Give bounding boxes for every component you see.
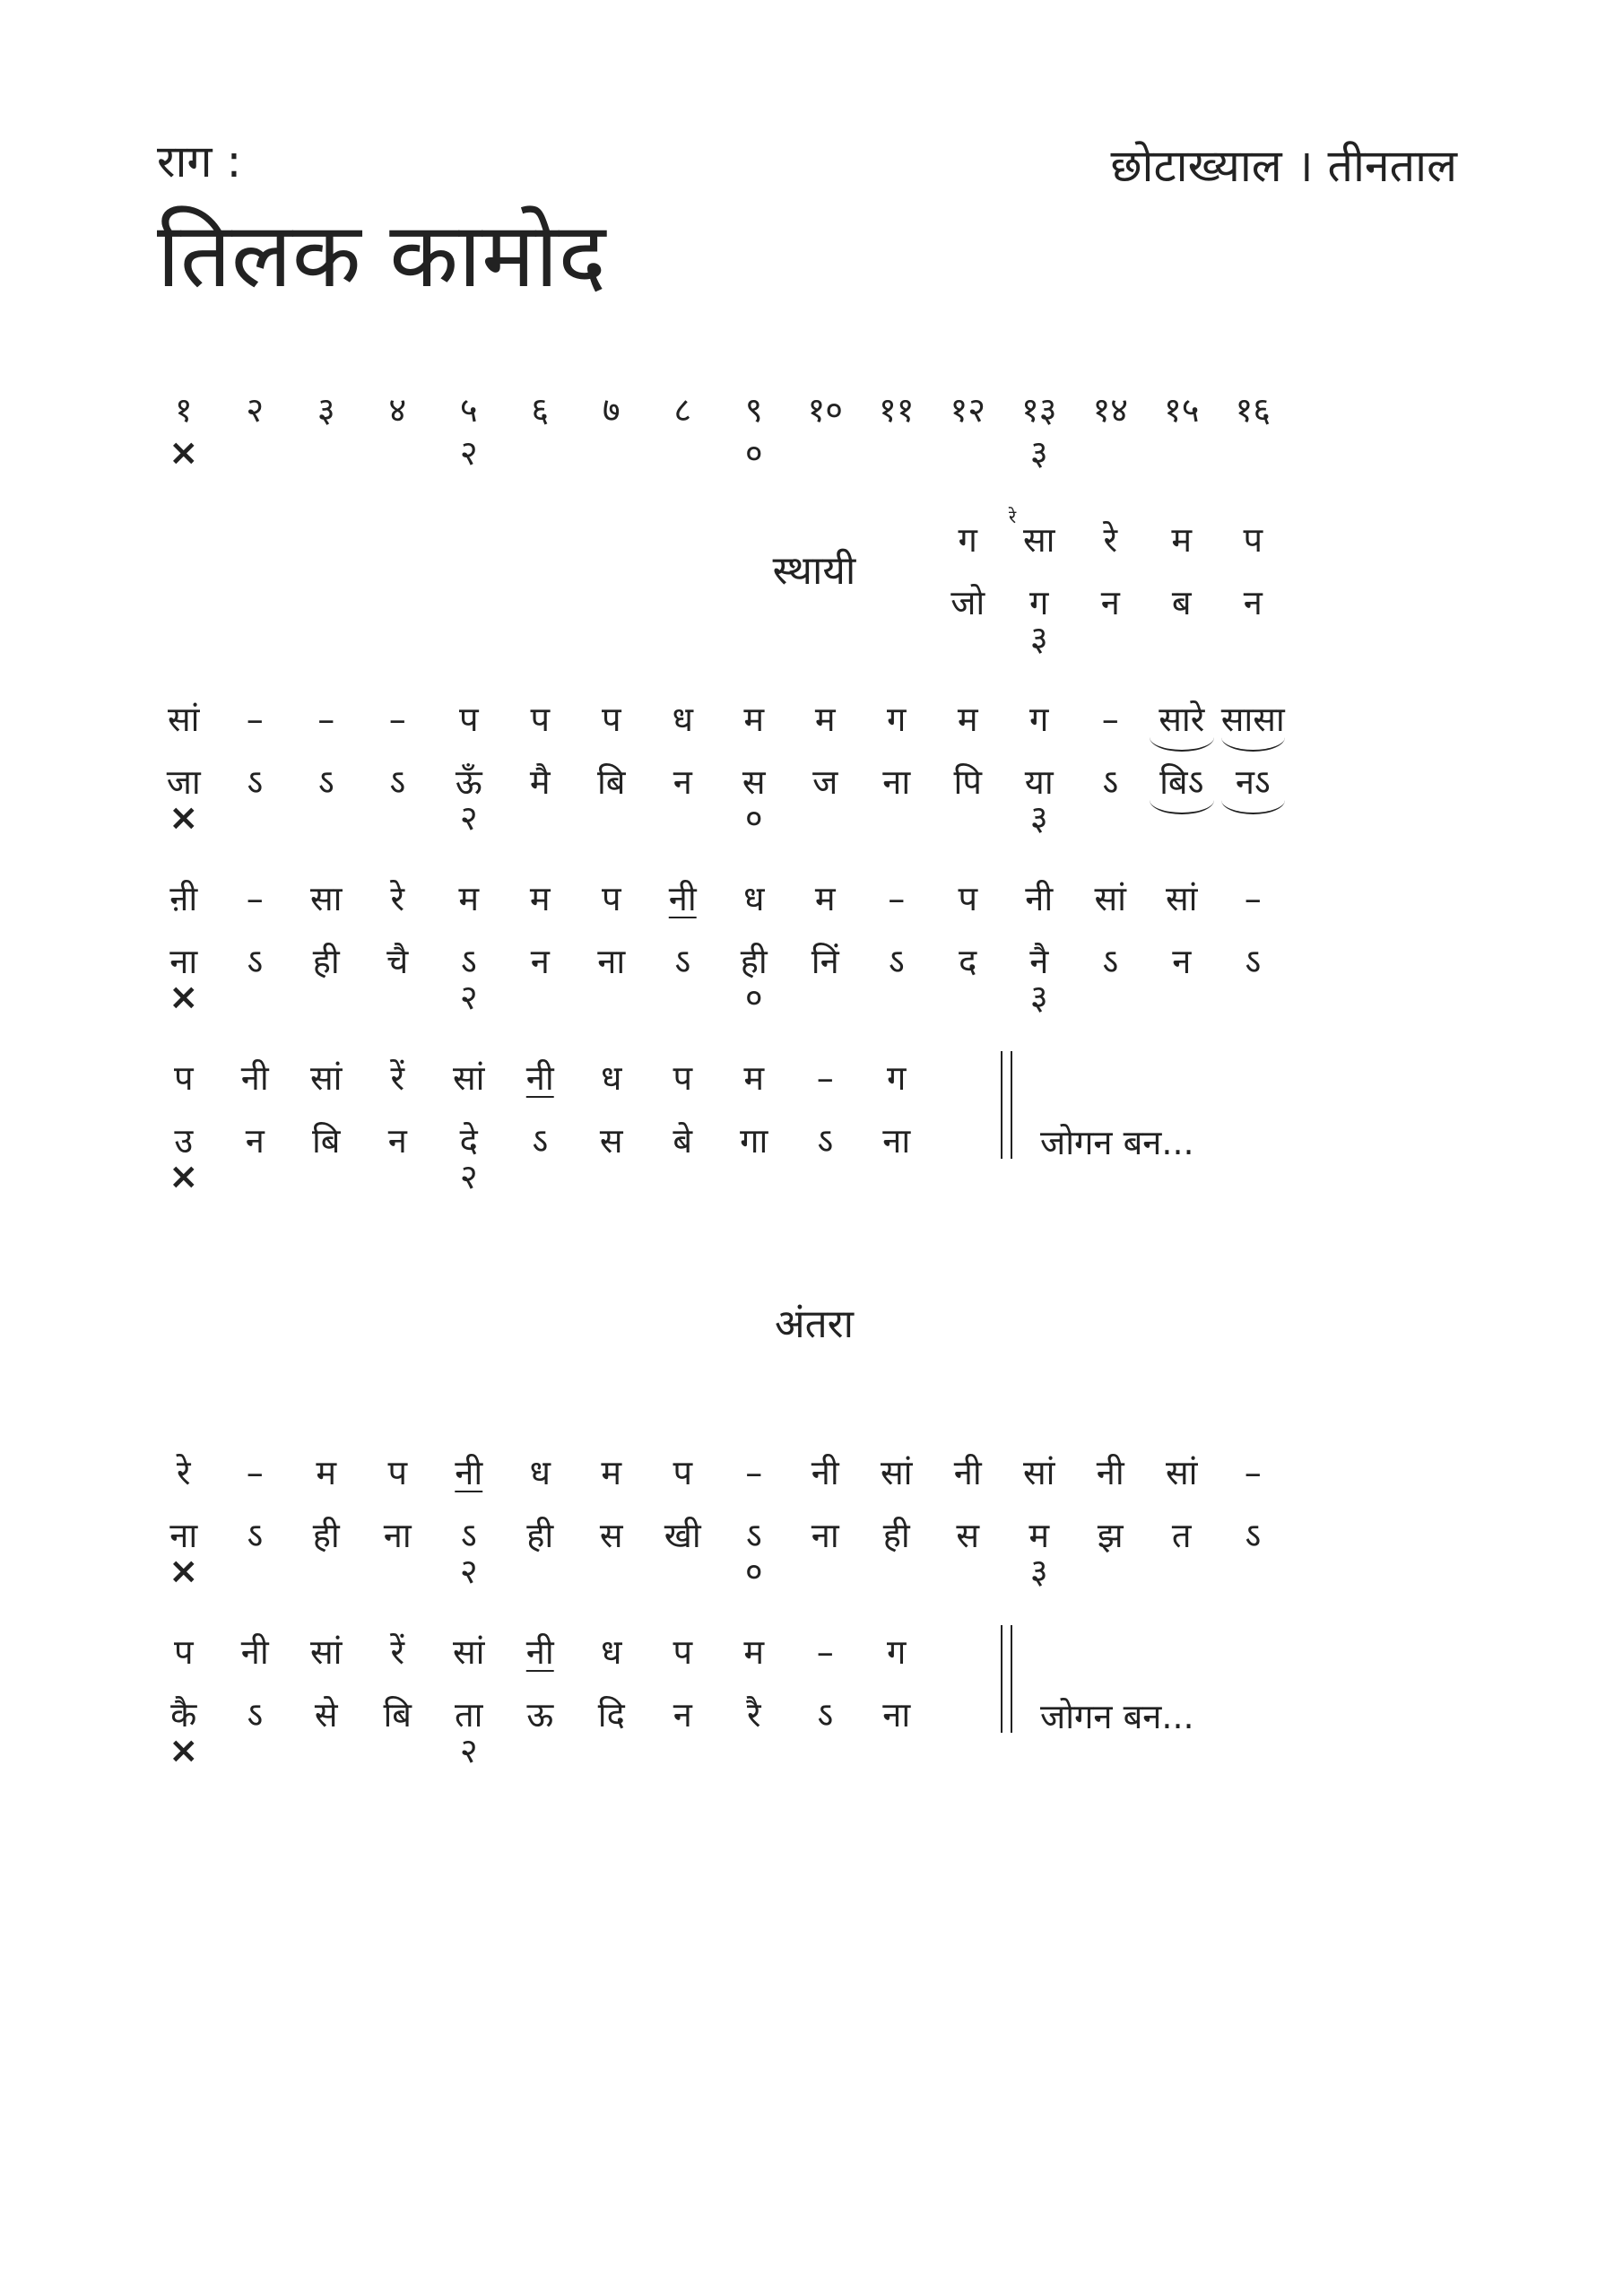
bol: ऽ [460,1516,477,1555]
bol: न [673,1695,692,1735]
swar: म [1171,520,1193,560]
bol: गा [740,1121,768,1161]
marks-row [148,797,1289,839]
swar: सा [309,879,343,918]
taal-mark: × [168,1730,199,1771]
bol: ना [811,1516,839,1555]
bol: न [530,942,550,981]
bol: ब [1171,583,1192,622]
swar: रें [390,1058,405,1098]
swar: सां [452,1058,485,1098]
swar: नी [1096,1453,1124,1492]
empty-mark [505,1733,577,1769]
empty-mark [1218,1553,1289,1589]
empty-mark [647,435,719,471]
empty-mark [220,1159,291,1195]
bol: ऽ [745,1516,762,1555]
swar: – [888,879,906,918]
bol: ऊँ [455,762,482,802]
bol: बि [383,1695,412,1735]
taal-mark: × [168,1156,199,1197]
bol: ही [526,1516,554,1555]
empty-mark [220,1553,291,1589]
swar: सां [309,1058,343,1098]
taal-mark: ३ [1029,978,1048,1017]
swar: प [673,1058,693,1098]
bol: ऽ [389,762,406,802]
bol: न [1243,583,1263,622]
bol: ऽ [1245,1516,1262,1555]
swar: म [814,700,836,739]
swar: म [316,1453,337,1492]
empty-mark [647,1159,719,1195]
return-to-mukhda: जोगन बन... [1040,1697,1194,1736]
beat-number: ११ [878,390,915,430]
bol: ऽ [674,942,691,981]
empty-mark [220,1733,291,1769]
swar: ध [601,1058,622,1098]
swar: सां [1165,879,1198,918]
swar: प [387,1453,408,1492]
swar: प [530,700,551,739]
bol: पि [953,762,982,802]
bol: ऽ [247,1695,264,1735]
taal-mark: ० [744,1552,763,1591]
swar: सां [167,700,200,739]
notes-row [148,879,1289,918]
taal-mark: ३ [1029,1552,1048,1591]
swar: म [814,879,836,918]
swar: नी [455,1453,483,1492]
kan-swar: रे [1009,506,1017,527]
swar: प [173,1058,194,1098]
bol: निं [811,942,839,981]
empty-mark [362,1733,434,1769]
swar: म [458,879,480,918]
swar: प [673,1632,693,1672]
swar: सां [452,1632,485,1672]
bol: ना [169,1516,198,1555]
return-to-mukhda: जोगन बन... [1040,1123,1194,1162]
beat-number: १६ [1235,390,1271,430]
taal-mark: २ [459,433,478,473]
empty-mark [1075,621,1147,657]
empty-mark [1146,621,1218,657]
empty-mark [1075,800,1147,836]
bol: बि [311,1121,341,1161]
bol: ऽ [247,1516,264,1555]
swar: प [601,700,621,739]
empty-mark [718,1733,790,1769]
meend-arc [1221,737,1286,752]
swar: सां [1094,879,1127,918]
empty-mark [505,435,577,471]
swar: प [601,879,621,918]
empty-mark [291,1553,362,1589]
beat-number: २ [246,390,265,430]
swar: सां [1022,1453,1055,1492]
swar: – [1244,879,1262,918]
bol: त [1171,1516,1192,1555]
bol: जो [950,583,985,622]
taal-mark: × [168,977,199,1018]
swar: प [173,1632,194,1672]
bol: दि [597,1695,625,1735]
empty-mark [861,800,933,836]
empty-mark [1075,979,1147,1015]
empty-mark [505,1553,577,1589]
bol: झ [1097,1516,1124,1555]
taal-mark: × [168,432,199,474]
empty-mark [576,1553,647,1589]
empty-mark [718,1159,790,1195]
bol: ना [882,1121,911,1161]
empty-mark [362,800,434,836]
empty-mark [933,800,1004,836]
beat-number: ४ [388,390,407,430]
swar: म [743,1058,765,1098]
swar: – [1101,700,1119,739]
marks-row [148,621,1289,657]
bol: ना [169,942,198,981]
taal-mark: २ [459,798,478,838]
empty-mark [362,979,434,1015]
swar: ध [672,700,693,739]
raag-label: राग : [157,135,242,187]
beat-number: १ [174,390,193,430]
swar: नी [668,879,697,918]
swar: रें [390,1632,405,1672]
swar: – [816,1058,834,1098]
swar: – [246,1453,264,1492]
empty-mark [933,435,1004,471]
bol: ऽ [817,1121,834,1161]
empty-mark [861,979,933,1015]
swar: – [317,700,335,739]
empty-mark [505,800,577,836]
swar: प [458,700,479,739]
empty-mark [291,979,362,1015]
bol: उ [174,1121,194,1161]
bol: चै [386,942,409,981]
empty-mark [576,979,647,1015]
empty-mark [505,1159,577,1195]
empty-mark [861,1553,933,1589]
empty-mark [1218,621,1289,657]
empty-mark [291,800,362,836]
empty-mark [1146,979,1218,1015]
empty-mark [1075,1553,1147,1589]
bol: रै [746,1695,761,1735]
swar: रे [390,879,405,918]
bol: बिऽ [1146,762,1218,802]
antara-title: अंतरा [774,1301,855,1347]
notes-row [148,506,1289,560]
bol: स [956,1516,980,1555]
taal-mark: ० [744,798,763,838]
empty-mark [861,1733,933,1769]
empty-mark [861,435,933,471]
empty-mark [1218,435,1289,471]
empty-mark [362,435,434,471]
swar: – [816,1632,834,1672]
swar: नी [1025,879,1054,918]
empty-mark [790,435,862,471]
bol: खी [664,1516,701,1555]
beat-number: १५ [1163,390,1200,430]
empty-mark [1218,979,1289,1015]
swar: – [388,700,406,739]
taal-mark: × [168,797,199,839]
beat-number: ५ [459,390,478,430]
raag-name: तिलक कामोद [157,203,606,308]
swar: – [246,879,264,918]
empty-mark [1075,435,1147,471]
bol: बि [596,762,626,802]
bol: ज [812,762,838,802]
bol: न [673,762,692,802]
meend-arc [1150,737,1214,752]
swar: ध [529,1453,551,1492]
marks-row [148,1551,1289,1592]
empty-mark [362,1159,434,1195]
swar: नी [240,1632,269,1672]
swar: रे [176,1453,191,1492]
swar: म [743,1632,765,1672]
bol: म [1028,1516,1050,1555]
empty-mark [647,1553,719,1589]
bol: से [314,1695,338,1735]
empty-mark [220,435,291,471]
notes-row [148,1632,1289,1672]
sthayi-title: स्थायी [772,548,856,594]
bol: न [1100,583,1120,622]
swar: म [601,1453,622,1492]
taal-mark: २ [459,1552,478,1591]
bol: ऽ [1245,942,1262,981]
bol: द [959,942,977,981]
swar: सां [309,1632,343,1672]
bol: ना [383,1516,412,1555]
empty-mark [1146,1553,1218,1589]
swar: प [1243,520,1263,560]
notes-row [148,1058,1289,1098]
swar: – [745,1453,763,1492]
composition-form: छोटाख्याल । तीनताल [1110,140,1457,192]
swar: ध [743,879,765,918]
bol: नऽ [1218,762,1289,802]
bol: ता [454,1695,483,1735]
bol: ना [597,942,626,981]
empty-mark [790,800,862,836]
empty-mark [576,1733,647,1769]
empty-mark [861,1159,933,1195]
empty-mark [1146,800,1218,836]
beat-number: १० [807,390,844,430]
bol: ऽ [532,1121,549,1161]
swar: प [673,1453,693,1492]
empty-mark [647,800,719,836]
swar: सासा [1218,700,1289,739]
empty-mark [362,1553,434,1589]
taal-mark: ३ [1029,619,1048,658]
taal-mark-row [148,432,1289,474]
bol: स [599,1516,623,1555]
empty-mark [933,621,1004,657]
marks-row [148,977,1289,1018]
empty-mark [1218,800,1289,836]
empty-mark [933,979,1004,1015]
empty-mark [647,1733,719,1769]
bol: न [387,1121,407,1161]
bol: मै [529,762,551,802]
beat-number: ३ [317,390,335,430]
lyrics-row [148,762,1289,802]
double-barline [1001,1625,1012,1733]
bol: या [1024,762,1054,802]
bol: ऽ [888,942,905,981]
lyrics-row [148,583,1289,622]
swar: नी [240,1058,269,1098]
swar: ग [887,1632,907,1672]
beat-number-row [148,390,1289,430]
taal-mark: २ [459,978,478,1017]
marks-row [148,1156,1289,1197]
lyrics-row [148,942,1289,981]
bol: दे [459,1121,478,1161]
bol: कै [170,1695,197,1735]
bol: ऽ [460,942,477,981]
bol: ऽ [1102,762,1119,802]
taal-mark: ३ [1029,798,1048,838]
double-barline [1001,1051,1012,1159]
bol: न [245,1121,265,1161]
swar: म [529,879,551,918]
notes-row [148,1453,1289,1492]
taal-mark: २ [459,1731,478,1770]
lyrics-row [148,1516,1289,1555]
empty-mark [505,979,577,1015]
empty-mark [790,1733,862,1769]
bol: ऽ [317,762,334,802]
empty-mark [220,800,291,836]
taal-mark: ० [744,978,763,1017]
bol: ग [1029,583,1049,622]
swar: नी [525,1058,554,1098]
taal-mark: ० [744,433,763,473]
swar: – [246,700,264,739]
bol: ही [312,1516,340,1555]
taal-mark: २ [459,1157,478,1196]
swar: ग [1029,700,1049,739]
beat-number: १४ [1092,390,1129,430]
bol: ही [882,1516,910,1555]
swar: रे [1103,520,1118,560]
swar: नी [525,1632,554,1672]
bol: बे [673,1121,693,1161]
swar: सां [1165,1453,1198,1492]
beat-number: ९ [744,390,763,430]
swar: प [958,879,978,918]
empty-mark [291,1159,362,1195]
swar: ध [601,1632,622,1672]
taal-mark: × [168,1551,199,1592]
empty-mark [576,800,647,836]
beat-number: १३ [1020,390,1057,430]
swar: म [743,700,765,739]
bol: स [742,762,766,802]
beat-number: ८ [673,390,692,430]
bol: ही [312,942,340,981]
bol: जा [166,762,201,802]
beat-number: ६ [531,390,550,430]
bol: स [599,1121,623,1161]
swar: – [1244,1453,1262,1492]
bol: नै [1029,942,1049,981]
taal-mark: ३ [1029,433,1048,473]
beat-number: १२ [950,390,986,430]
bol: ना [882,1695,911,1735]
bol: ऽ [247,762,264,802]
notes-row [148,700,1289,739]
swar: म [957,700,978,739]
swar: सां [880,1453,913,1492]
bol: ना [882,762,911,802]
empty-mark [1146,435,1218,471]
swar: सारे [1146,700,1218,739]
empty-mark [576,435,647,471]
empty-mark [220,979,291,1015]
marks-row [148,1730,1289,1771]
swar: ग [887,1058,907,1098]
swar: ग [958,520,977,560]
bol: ही [740,942,768,981]
empty-mark [291,435,362,471]
empty-mark [790,1553,862,1589]
swar: नी [953,1453,982,1492]
bol: ऽ [1102,942,1119,981]
empty-mark [933,1553,1004,1589]
bol: ऊ [526,1695,554,1735]
bol: न [1172,942,1192,981]
swar: सा रे [1009,506,1055,560]
swar: ग [887,700,907,739]
swar: नी [811,1453,839,1492]
beat-number: ७ [602,390,621,430]
bol: ऽ [817,1695,834,1735]
empty-mark [576,1159,647,1195]
empty-mark [647,979,719,1015]
empty-mark [291,1733,362,1769]
bol: ऽ [247,942,264,981]
empty-mark [790,979,862,1015]
empty-mark [790,1159,862,1195]
swar: ऩी [169,879,198,918]
